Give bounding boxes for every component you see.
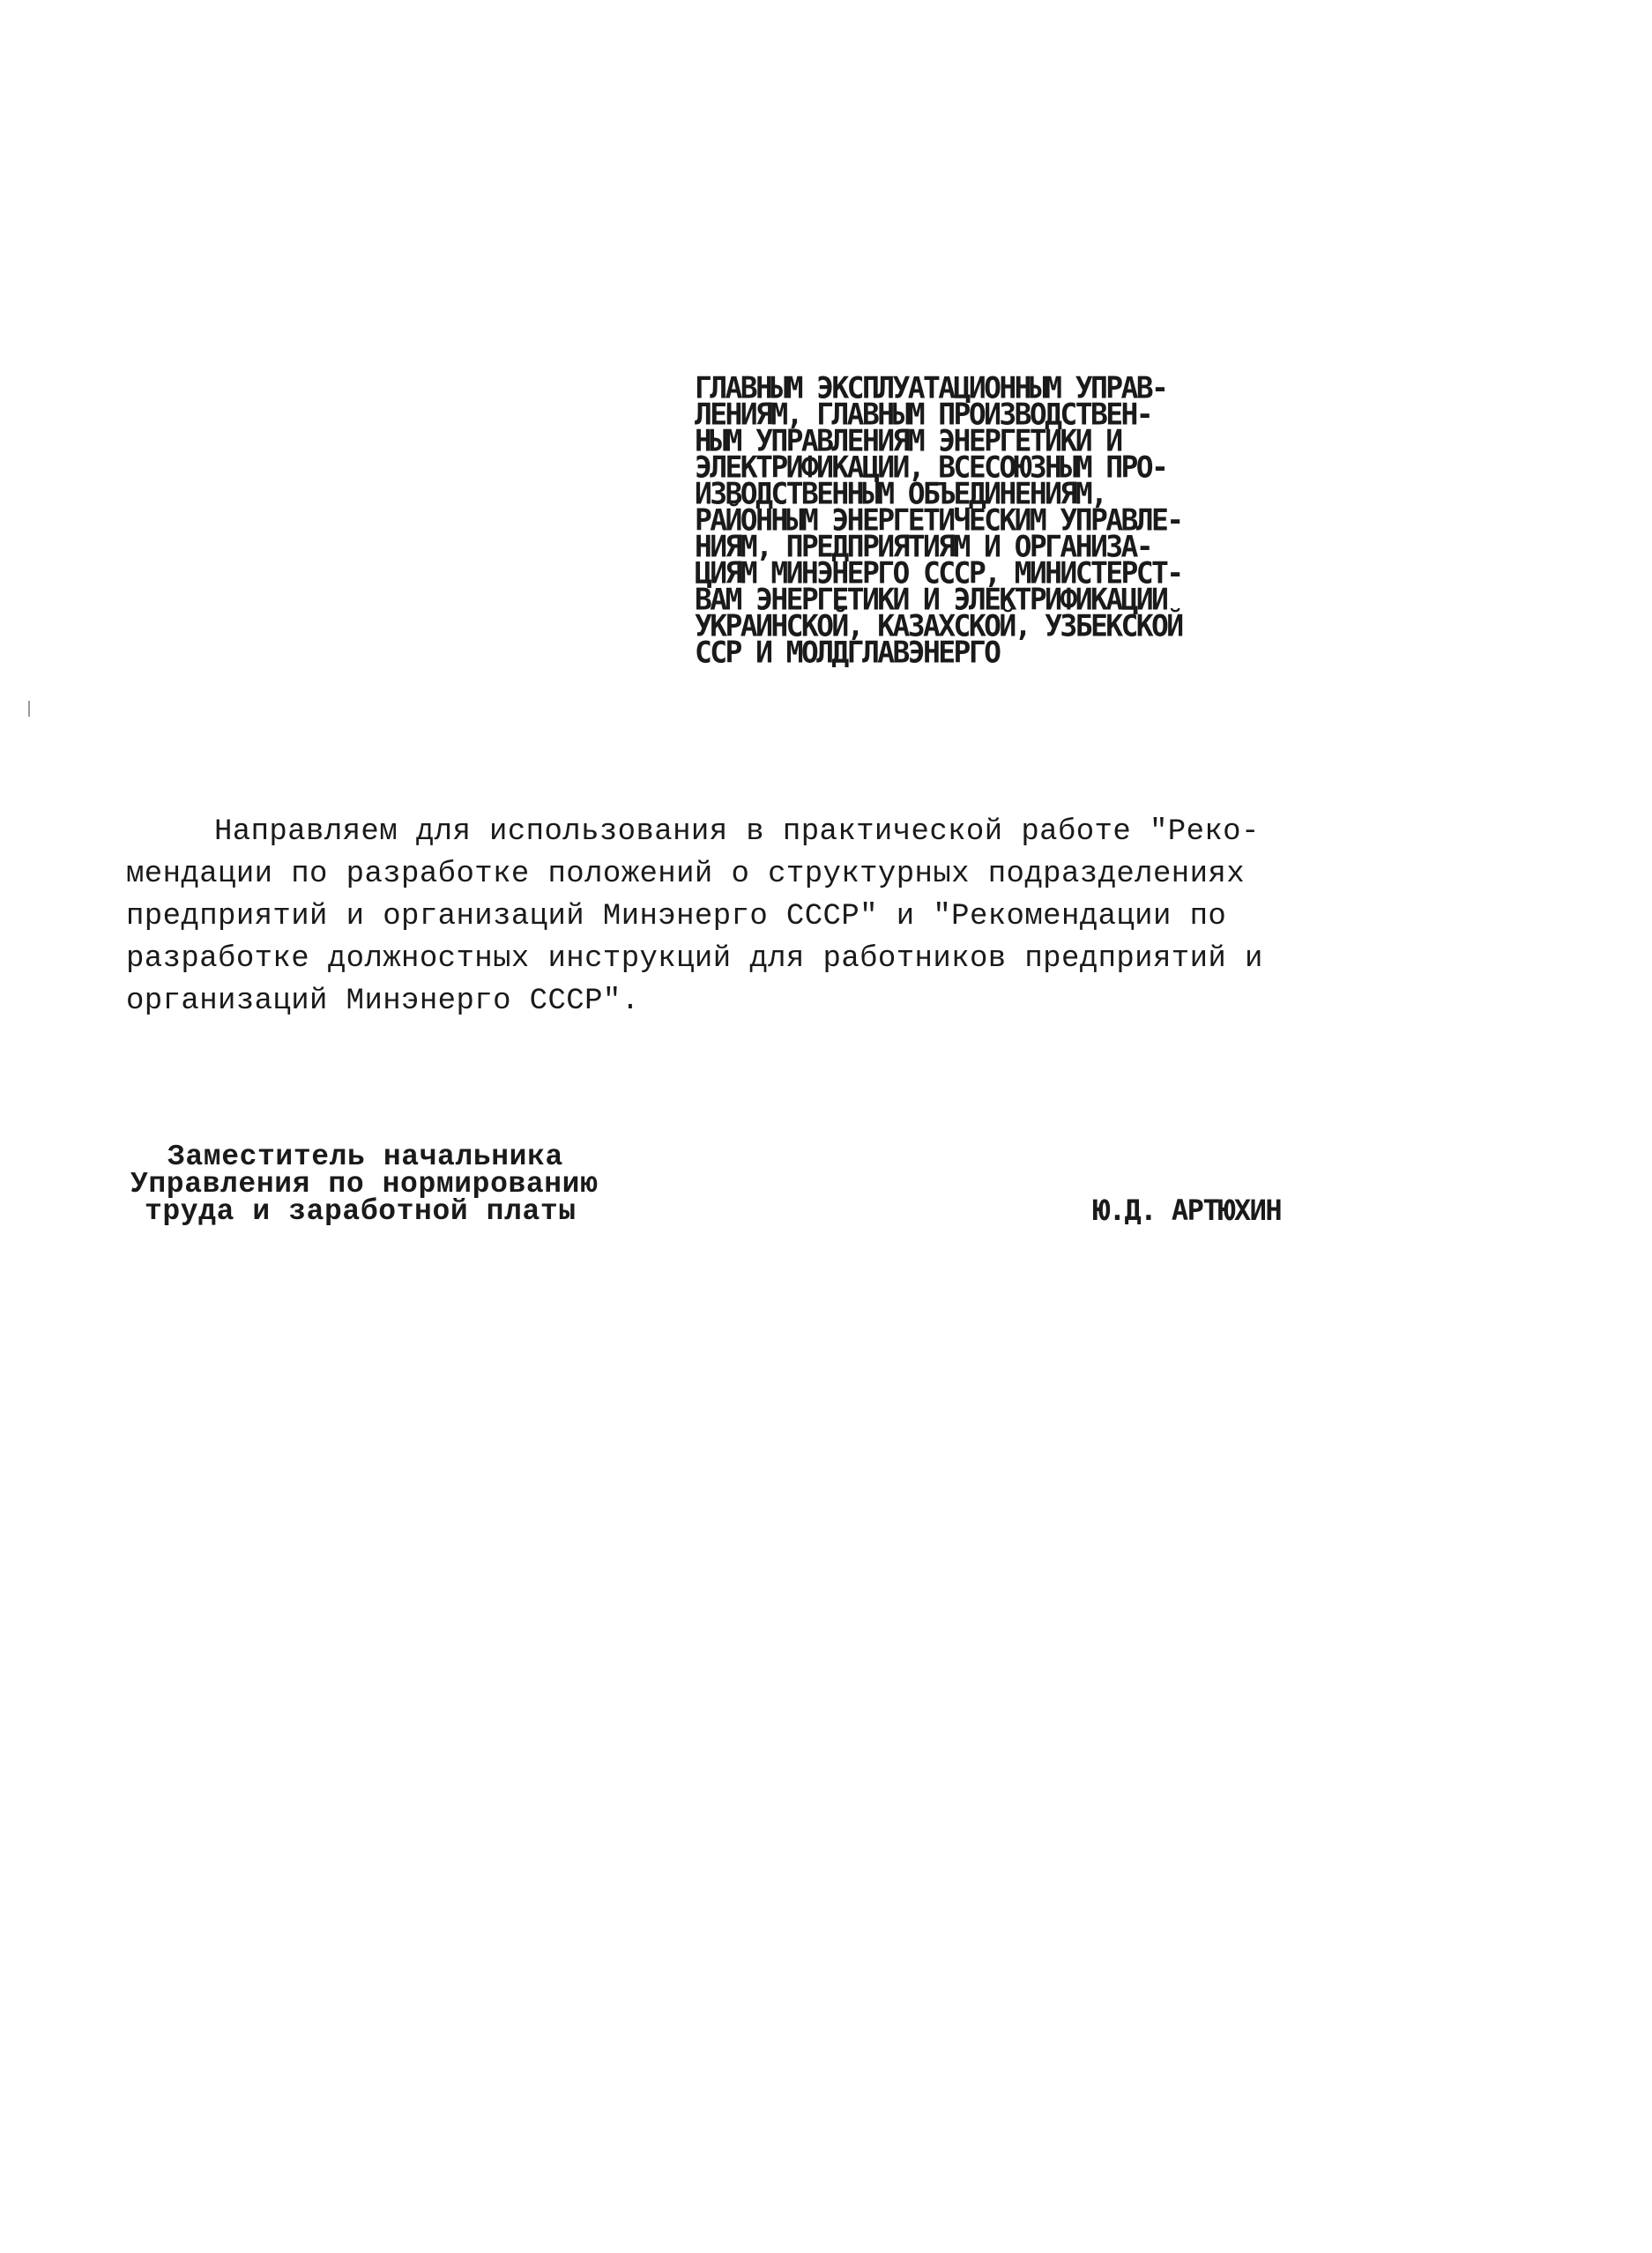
body-line: организаций Минэнерго СССР".: [126, 985, 640, 1018]
signer-title-block: [130, 1141, 677, 1228]
addressee-line: ИЗВОДСТВЕННЫМ ОБЪЕДИНЕНИЯМ,: [695, 475, 1106, 511]
addressee-line: ЦИЯМ МИНЭНЕРГО СССР, МИНИСТЕРСТ-: [695, 554, 1182, 591]
body-line: предприятий и организаций Минэнерго СССР" и "Рекомендации по: [126, 900, 1227, 933]
addressee-line: НЫМ УПРАВЛЕНИЯМ ЭНЕРГЕТИКИ И: [695, 422, 1121, 458]
addressee-line: ССР И МОЛДГЛАВЭНЕРГО: [695, 634, 1000, 670]
addressee-line: УКРАИНСКОЙ, КАЗАХСКОЙ, УЗБЕКСКОЙ: [695, 607, 1182, 643]
addressee-line: ГЛАВНЫМ ЭКСПЛУАТАЦИОННЫМ УПРАВ-: [695, 369, 1167, 405]
signer-name: Ю.Д. АРТЮХИН: [1093, 1193, 1282, 1227]
addressee-line: ВАМ ЭНЕРГЕТИКИ И ЭЛЕКТРИФИКАЦИИ: [695, 581, 1167, 617]
body-line: мендации по разработке положений о структурных подразделениях: [126, 858, 1246, 891]
body-line: разработке должностных инструкций для работников предприятий и: [126, 942, 1263, 976]
scan-margin-mark: [28, 701, 30, 717]
addressee-line: ЛЕНИЯМ, ГЛАВНЫМ ПРОИЗВОДСТВЕН-: [695, 396, 1152, 432]
signer-title-line: Управления по нормированию: [130, 1168, 599, 1201]
addressee-line: ЭЛЕКТРИФИКАЦИИ, ВСЕСОЮЗНЫМ ПРО-: [695, 449, 1167, 485]
addressee-line: НИЯМ, ПРЕДПРИЯТИЯМ И ОРГАНИЗА-: [695, 528, 1152, 564]
addressee-block: [695, 369, 1294, 670]
addressee-line: РАЙОННЫМ ЭНЕРГЕТИЧЕСКИМ УПРАВЛЕ-: [695, 502, 1182, 538]
signer-title-line: Заместитель начальника: [167, 1141, 563, 1173]
body-line: Направляем для использования в практической работе "Реко-: [214, 815, 1260, 849]
body-paragraph: [126, 811, 1299, 1022]
signer-title-line: труда и заработной платы: [145, 1195, 577, 1228]
